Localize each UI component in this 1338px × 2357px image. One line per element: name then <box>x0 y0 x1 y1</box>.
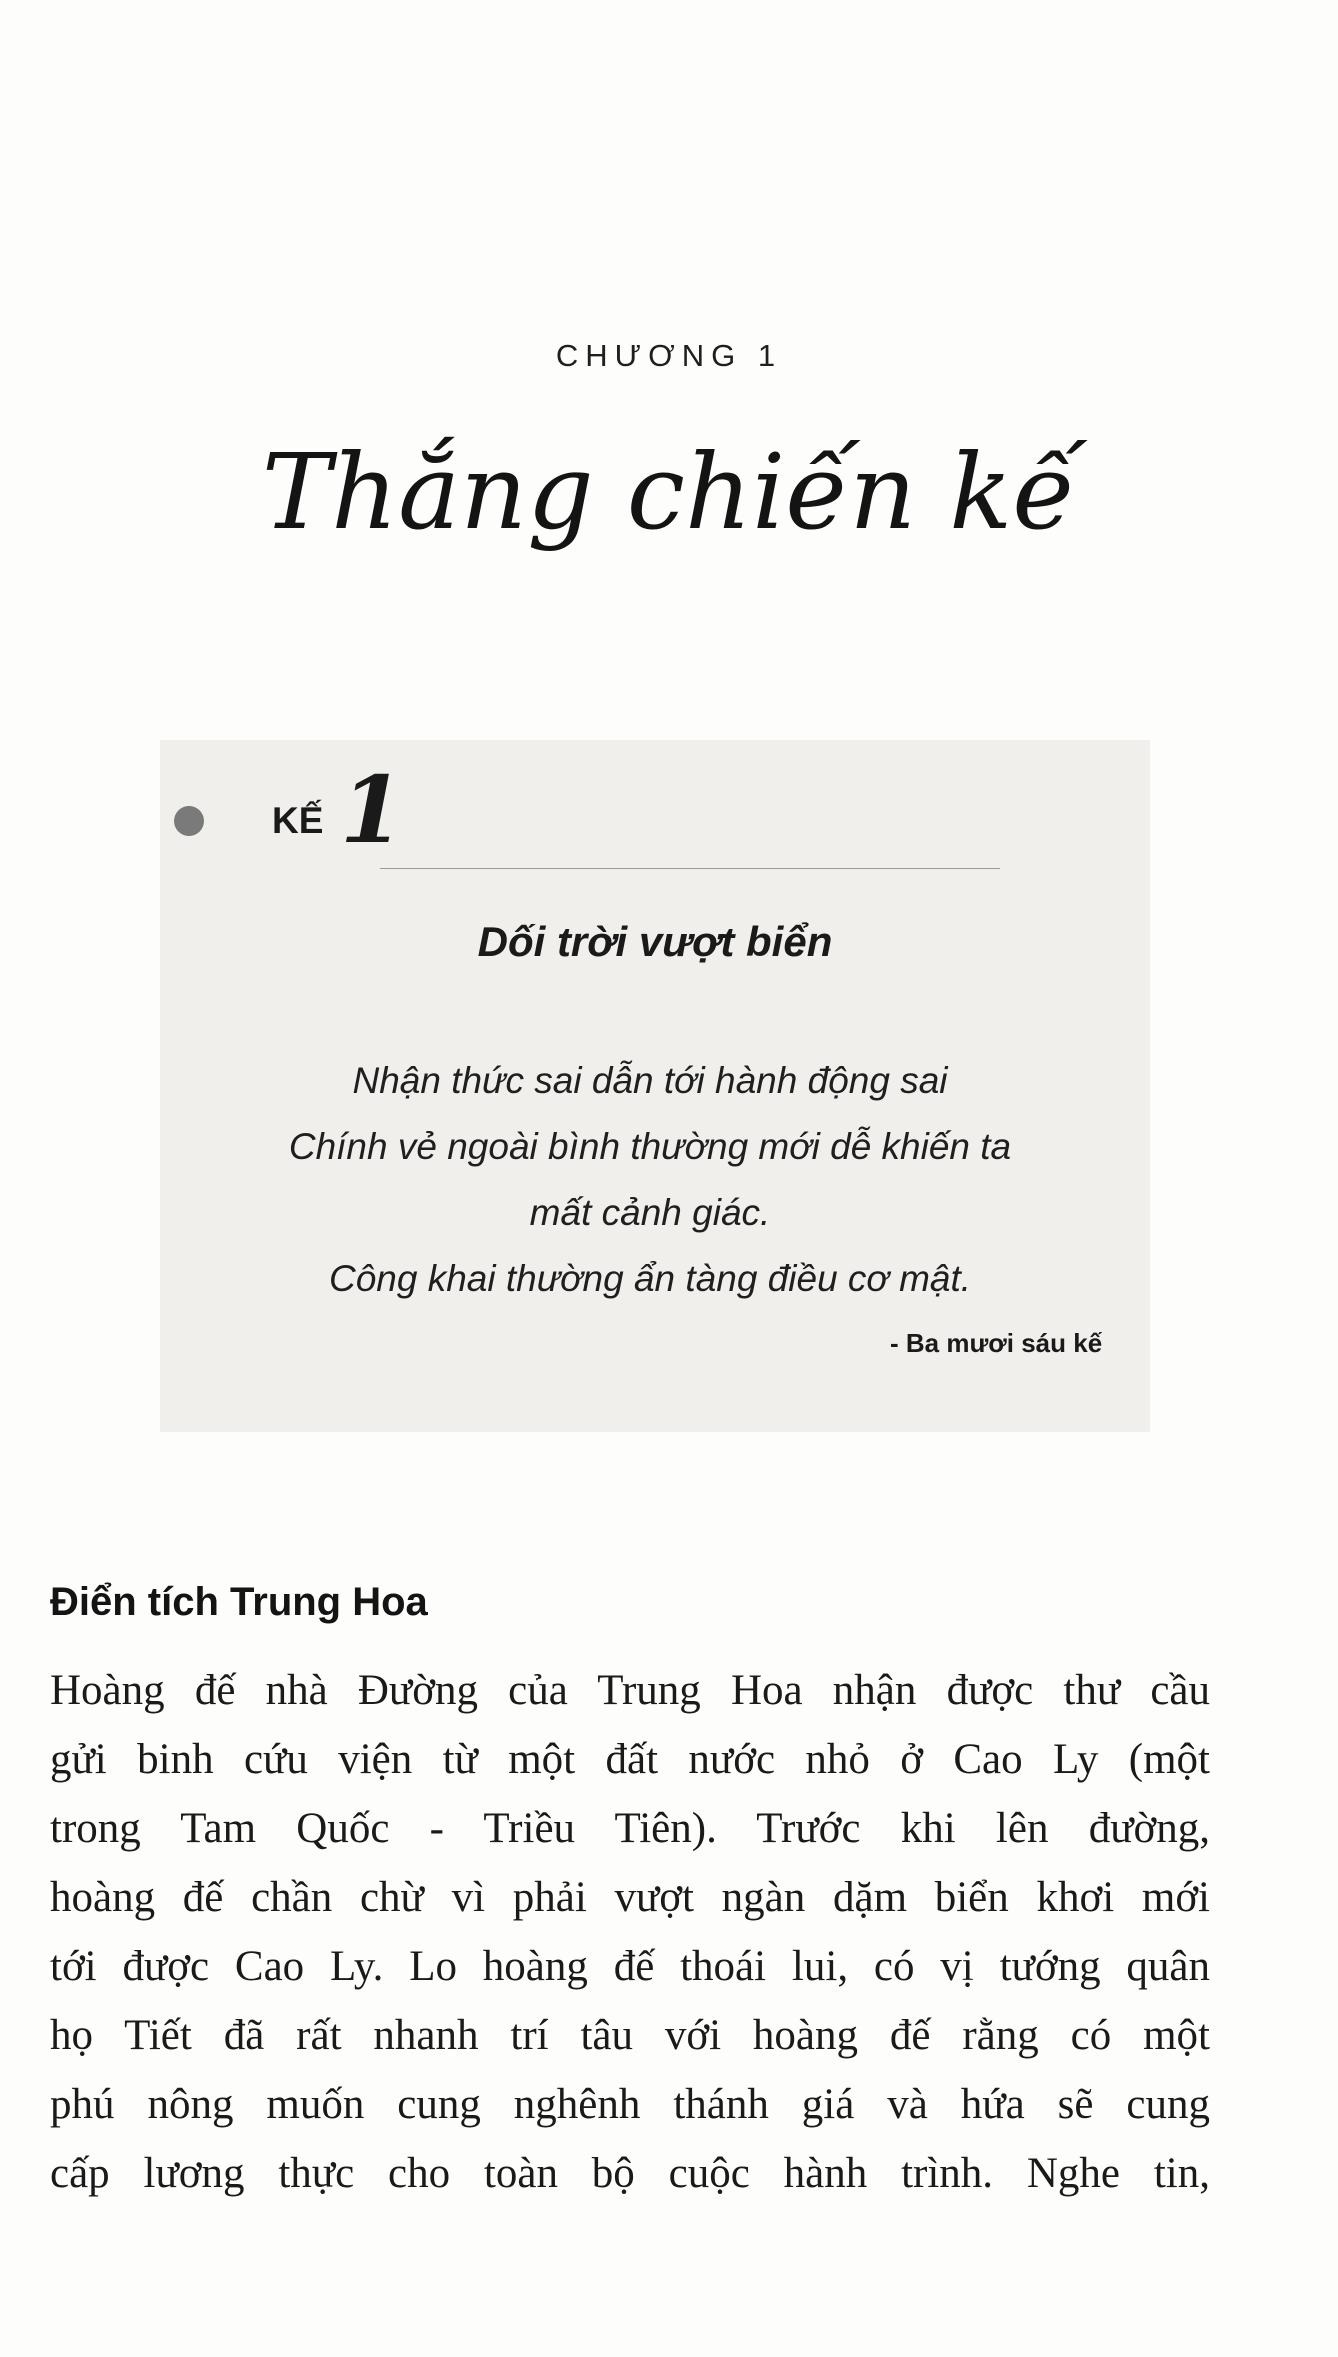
body-paragraph <box>50 1656 1210 2208</box>
body-line: cấp lương thực cho toàn bộ cuộc hành trình. Nghe tin, <box>50 2150 1210 2197</box>
epigraph-line: Công khai thường ẩn tàng điều cơ mật. <box>328 1258 972 1299</box>
strategy-name: Dối trời vượt biển <box>477 918 833 965</box>
body-line: hoàng đế chần chừ vì phải vượt ngàn dặm biển khơi mới <box>50 1874 1210 1921</box>
strategy-label: KẾ <box>272 800 324 841</box>
epigraph-line: Nhận thức sai dẫn tới hành động sai <box>352 1060 948 1101</box>
heading-rule <box>380 868 1000 869</box>
body-line: Hoàng đế nhà Đường của Trung Hoa nhận được thư cầu <box>50 1667 1210 1714</box>
epigraph-line: mất cảnh giác. <box>529 1192 771 1233</box>
section-heading: Điển tích Trung Hoa <box>50 1580 428 1624</box>
body-line: họ Tiết đã rất nhanh trí tâu với hoàng đế rằng có một <box>50 2012 1210 2059</box>
body-line: phú nông muốn cung nghênh thánh giá và hứa sẽ cung <box>50 2081 1210 2128</box>
epigraph-attribution: - Ba mươi sáu kế <box>890 1328 1103 1358</box>
body-line: tới được Cao Ly. Lo hoàng đế thoái lui, có vị tướng quân <box>50 1943 1210 1990</box>
epigraph-line: Chính vẻ ngoài bình thường mới dễ khiến ta <box>288 1126 1012 1167</box>
chapter-title: Thắng chiến kế <box>261 431 1077 553</box>
epigraph <box>220 1048 1080 1312</box>
bullet-dot <box>174 806 204 836</box>
strategy-number: 1 <box>340 756 405 864</box>
strategy-box <box>160 740 1150 1432</box>
chapter-label: CHƯƠNG 1 <box>555 338 783 373</box>
body-line: trong Tam Quốc - Triều Tiên). Trước khi lên đường, <box>50 1805 1210 1852</box>
body-line: gửi binh cứu viện từ một đất nước nhỏ ở Cao Ly (một <box>50 1736 1210 1783</box>
